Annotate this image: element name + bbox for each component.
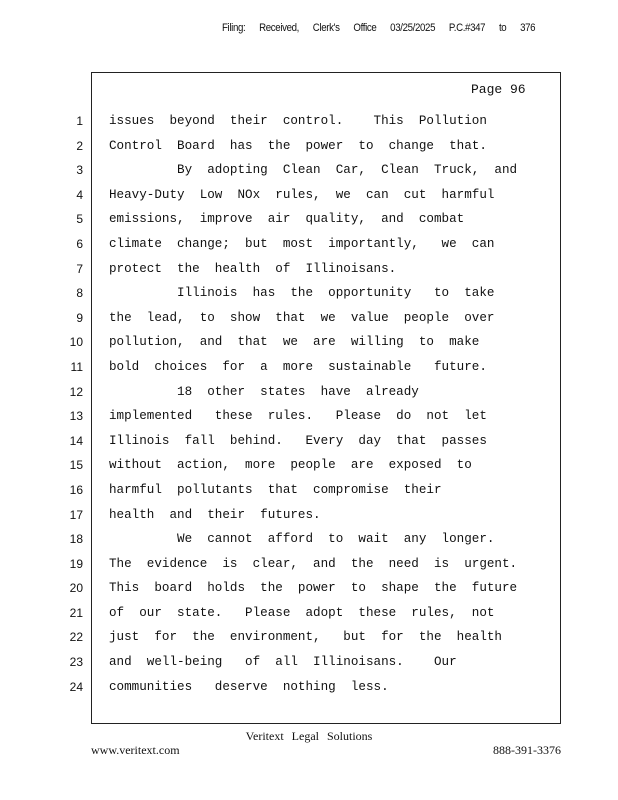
- transcript-text: [109, 113, 549, 703]
- transcript-line: and well-being of all Illinoisans. Our: [109, 655, 457, 670]
- line-number: 17: [69, 507, 83, 522]
- line-number: 18: [69, 532, 83, 547]
- transcript-line: issues beyond their control. This Pollution: [109, 114, 487, 128]
- line-number: 11: [70, 359, 83, 374]
- transcript-line: just for the environment, but for the health: [109, 630, 502, 645]
- page-number: Page 96: [471, 82, 526, 97]
- filing-label: Filing:: [222, 22, 246, 34]
- filing-stamp: [222, 22, 543, 34]
- line-number: 6: [76, 236, 83, 251]
- reporter-phone: 888-391-3376: [493, 743, 561, 757]
- transcript-line: implemented these rules. Please do not let: [109, 409, 487, 424]
- filing-page-ref: 376: [520, 22, 536, 34]
- line-number: 1: [76, 114, 83, 128]
- line-number: 8: [76, 286, 83, 301]
- transcript-line: climate change; but most importantly, we can: [109, 236, 495, 251]
- reporter-website: www.veritext.com: [91, 743, 180, 757]
- transcript-line: We cannot afford to wait any longer.: [109, 532, 495, 547]
- line-number: 2: [76, 138, 83, 153]
- transcript-line: harmful pollutants that compromise their: [109, 482, 442, 497]
- line-number: 4: [76, 187, 83, 202]
- transcript-line: bold choices for a more sustainable future.: [109, 359, 487, 374]
- line-number: 22: [69, 630, 83, 645]
- filing-date: 03/25/2025: [390, 22, 436, 34]
- line-number: 7: [76, 261, 83, 276]
- transcript-line: communities deserve nothing less.: [109, 679, 389, 694]
- transcript-line: This board holds the power to shape the future: [109, 581, 518, 596]
- filing-clerks: Clerk's: [312, 22, 340, 34]
- line-number: 10: [69, 335, 83, 350]
- transcript-line: protect the health of Illinoisans.: [109, 261, 397, 276]
- line-number: 16: [69, 482, 83, 497]
- transcript-line: the lead, to show that we value people over: [109, 310, 495, 325]
- transcript-line: Heavy-Duty Low NOx rules, we can cut harmful: [109, 187, 495, 202]
- line-number: 12: [69, 384, 83, 399]
- transcript-line: Illinois fall behind. Every day that passes: [109, 433, 487, 448]
- filing-to: to: [498, 22, 507, 34]
- filing-pc-number: P.C.#347: [448, 22, 486, 34]
- line-number: 24: [69, 679, 83, 694]
- line-number: 9: [76, 310, 83, 325]
- line-number: 13: [69, 409, 83, 424]
- transcript-line: pollution, and that we are willing to make: [109, 335, 480, 350]
- line-number: 15: [69, 458, 83, 473]
- reporter-name: Veritext Legal Solutions: [245, 729, 373, 743]
- transcript-line: Illinois has the opportunity to take: [109, 286, 495, 301]
- transcript-line: The evidence is clear, and the need is urgent.: [109, 556, 518, 571]
- transcript-line: 18 other states have already: [109, 384, 419, 399]
- line-number: 21: [69, 605, 83, 620]
- transcript-line: emissions, improve air quality, and combat: [109, 212, 465, 227]
- line-number-column: [55, 113, 83, 703]
- line-number: 19: [69, 556, 83, 571]
- filing-received: Received,: [259, 22, 300, 34]
- transcript-line: Control Board has the power to change that.: [109, 138, 487, 153]
- line-number: 3: [76, 163, 83, 178]
- line-number: 14: [69, 433, 83, 448]
- transcript-line: health and their futures.: [109, 507, 321, 522]
- transcript-line: By adopting Clean Car, Clean Truck, and: [109, 163, 518, 178]
- line-number: 23: [69, 655, 83, 670]
- line-number: 20: [69, 581, 83, 596]
- filing-office: Office: [353, 22, 377, 34]
- line-number: 5: [76, 212, 83, 227]
- transcript-line: without action, more people are exposed to: [109, 458, 472, 473]
- transcript-line: of our state. Please adopt these rules, not: [109, 605, 495, 620]
